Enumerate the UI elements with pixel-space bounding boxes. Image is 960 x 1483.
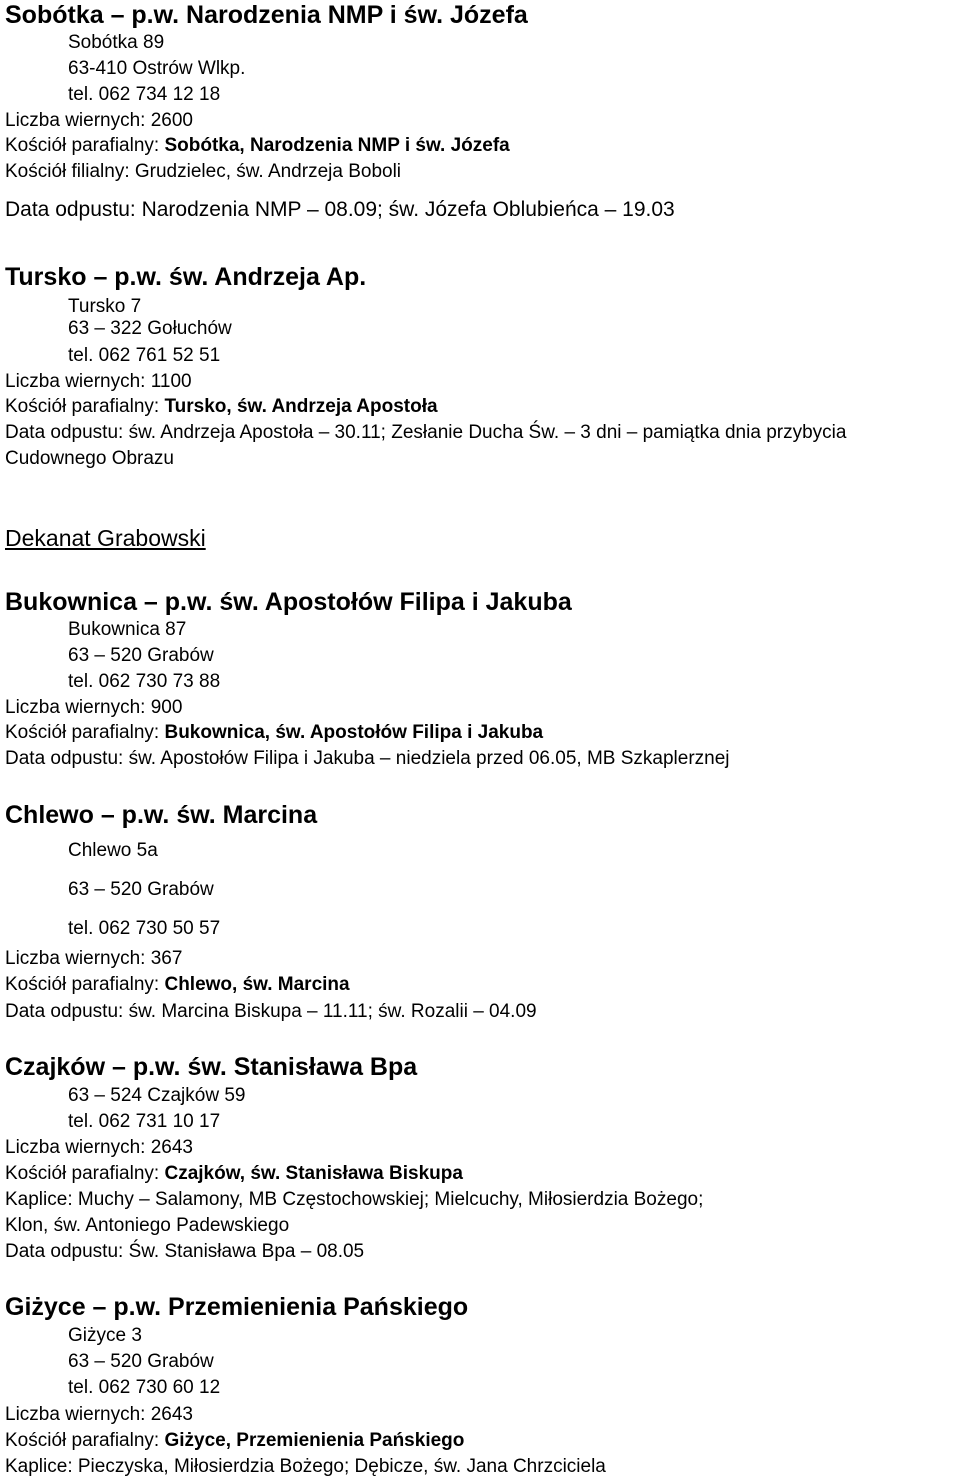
chapels-line: Kaplice: Muchy – Salamony, MB Częstochowskiej; Mielcuchy, Miłosierdzia Bożego;: [5, 1189, 704, 1210]
parish-title-sobotka: Sobótka – p.w. Narodzenia NMP i św. Józefa: [5, 1, 528, 29]
address-line: Bukownica 87: [68, 619, 187, 640]
phone-line: tel. 062 730 50 57: [68, 918, 221, 939]
parish-church-value: Sobótka, Narodzenia NMP i św. Józefa: [164, 135, 510, 156]
parish-church-line: [5, 974, 350, 996]
address-line: 63 – 520 Grabów: [68, 1351, 214, 1372]
address-line: Tursko 7: [68, 296, 142, 317]
parish-church-line: [5, 1430, 464, 1452]
address-line: Giżyce 3: [68, 1325, 142, 1346]
indulgence-date: Data odpustu: Św. Stanisława Bpa – 08.05: [5, 1241, 365, 1262]
parishioners-count: Liczba wiernych: 1100: [5, 371, 192, 392]
parish-church-label: Kościół parafialny:: [5, 396, 165, 417]
parish-church-value: Czajków, św. Stanisława Biskupa: [164, 1163, 463, 1184]
indulgence-date: Data odpustu: Narodzenia NMP – 08.09; św. Józefa Oblubieńca – 19.03: [5, 198, 675, 221]
parishioners-count: Liczba wiernych: 900: [5, 697, 183, 718]
parish-church-value: Bukownica, św. Apostołów Filipa i Jakuba: [164, 722, 544, 743]
address-line: 63-410 Ostrów Wlkp.: [68, 58, 246, 79]
parish-title-bukownica: Bukownica – p.w. św. Apostołów Filipa i Jakuba: [5, 588, 572, 616]
filial-church-line: Kościół filialny: Grudzielec, św. Andrzeja Boboli: [5, 161, 402, 182]
parish-church-label: Kościół parafialny:: [5, 1163, 165, 1184]
chapels-line-continued: Klon, św. Antoniego Padewskiego: [5, 1215, 290, 1236]
parishioners-count: Liczba wiernych: 2643: [5, 1404, 193, 1425]
phone-line: tel. 062 731 10 17: [68, 1111, 221, 1132]
parish-church-value: Tursko, św. Andrzeja Apostoła: [164, 396, 438, 417]
indulgence-date: Data odpustu: św. Apostołów Filipa i Jakuba – niedziela przed 06.05, MB Szkaplerznej: [5, 748, 730, 769]
parish-church-label: Kościół parafialny:: [5, 974, 165, 995]
parish-church-line: [5, 722, 543, 744]
parish-church-label: Kościół parafialny:: [5, 722, 165, 743]
address-line: 63 – 524 Czajków 59: [68, 1085, 246, 1106]
parish-title-tursko: Tursko – p.w. św. Andrzeja Ap.: [5, 263, 367, 291]
address-line: 63 – 520 Grabów: [68, 645, 214, 666]
phone-line: tel. 062 734 12 18: [68, 84, 221, 105]
phone-line: tel. 062 761 52 51: [68, 345, 221, 366]
phone-line: tel. 062 730 73 88: [68, 671, 221, 692]
parish-church-label: Kościół parafialny:: [5, 1430, 165, 1451]
parish-church-label: Kościół parafialny:: [5, 135, 165, 156]
parish-title-czajkow: Czajków – p.w. św. Stanisława Bpa: [5, 1053, 418, 1081]
parishioners-count: Liczba wiernych: 367: [5, 948, 183, 969]
parishioners-count: Liczba wiernych: 2600: [5, 110, 193, 131]
parish-church-line: [5, 135, 510, 157]
address-line: 63 – 520 Grabów: [68, 879, 214, 900]
indulgence-date: Data odpustu: św. Andrzeja Apostoła – 30.11; Zesłanie Ducha Św. – 3 dni – pamiątka dnia przybycia: [5, 422, 847, 443]
indulgence-date: Data odpustu: św. Marcina Biskupa – 11.11; św. Rozalii – 04.09: [5, 1001, 537, 1022]
phone-line: tel. 062 730 60 12: [68, 1377, 221, 1398]
indulgence-date-continued: Cudownego Obrazu: [5, 448, 174, 469]
parish-title-gizyce: Giżyce – p.w. Przemienienia Pańskiego: [5, 1293, 469, 1321]
parishioners-count: Liczba wiernych: 2643: [5, 1137, 193, 1158]
parish-church-value: Chlewo, św. Marcina: [164, 974, 350, 995]
parish-church-line: [5, 396, 438, 418]
chapels-line: Kaplice: Pieczyska, Miłosierdzia Bożego; Dębicze, św. Jana Chrzciciela: [5, 1456, 606, 1477]
address-line: Sobótka 89: [68, 32, 165, 53]
address-line: Chlewo 5a: [68, 840, 158, 861]
parish-title-chlewo: Chlewo – p.w. św. Marcina: [5, 801, 318, 829]
deanery-heading: Dekanat Grabowski: [5, 525, 206, 551]
address-line: 63 – 322 Gołuchów: [68, 318, 232, 339]
parish-church-line: [5, 1163, 463, 1185]
parish-church-value: Giżyce, Przemienienia Pańskiego: [164, 1430, 465, 1451]
